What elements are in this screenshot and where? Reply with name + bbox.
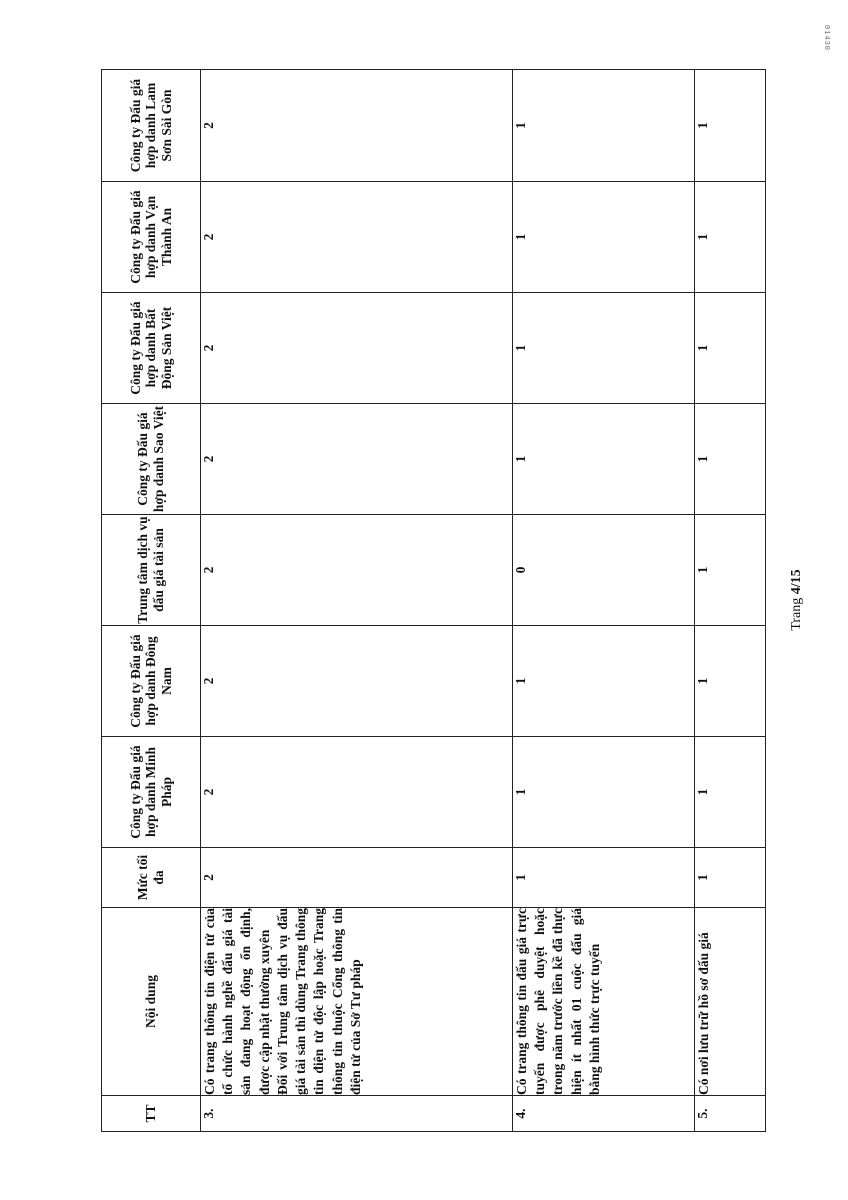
score-cell: 0 [513, 515, 695, 626]
page-count: 4/15 [789, 569, 804, 595]
header-tt: TT [102, 1096, 201, 1132]
score-cell: 1 [513, 737, 695, 848]
page-prefix: Trang [789, 594, 804, 631]
score-cell: 1 [513, 293, 695, 404]
score-cell: 1 [695, 404, 766, 515]
header-company-sao-viet: Công ty Đấu giá hợp danh Sao Việt [102, 404, 201, 515]
score-cell: 2 [201, 515, 513, 626]
score-cell: 2 [201, 737, 513, 848]
table-row [695, 70, 766, 1132]
row-content [201, 908, 513, 1096]
header-content: Nội dung [102, 908, 201, 1096]
header-company-van-thanh-an: Công ty Đấu giá hợp danh Vạn Thành An [102, 182, 201, 293]
score-cell: 1 [695, 70, 766, 182]
score-cell: 1 [513, 70, 695, 182]
score-cell: 2 [201, 293, 513, 404]
score-cell: 2 [201, 70, 513, 182]
row-max: 1 [695, 848, 766, 908]
row-tt: 4. [513, 1096, 695, 1132]
score-cell: 2 [201, 182, 513, 293]
row-tt: 5. [695, 1096, 766, 1132]
header-trung-tam: Trung tâm dịch vụ đấu giá tài sản [102, 515, 201, 626]
score-cell: 1 [695, 626, 766, 737]
score-cell: 1 [695, 293, 766, 404]
row-content-text: Có trang thông tin điện tử của tổ chức hành nghề đấu giá tài sản đang hoạt động ổn định, được cập nhật thường xuyên [202, 908, 272, 1095]
row-content [695, 908, 766, 1096]
evaluation-table [101, 69, 766, 1132]
table-row [513, 70, 695, 1132]
table-header-row [102, 70, 201, 1132]
header-company-dong-nam: Công ty Đấu giá hợp danh Đông Nam [102, 626, 201, 737]
row-content-note: Đối với Trung tâm dịch vụ đấu giá tài sản thì dùng Trang thông tin điện tử độc lập hoặc Trang thông tin thuộc Cổng thông tin điện tử của Sở Tư pháp [274, 908, 363, 1095]
score-cell: 2 [201, 404, 513, 515]
header-company-minh-phap: Công ty Đấu giá hợp danh Minh Pháp [102, 737, 201, 848]
score-cell: 1 [513, 404, 695, 515]
row-content [513, 908, 695, 1096]
row-max: 2 [201, 848, 513, 908]
row-max: 1 [513, 848, 695, 908]
header-max: Mức tối đa [102, 848, 201, 908]
scan-stamp: 01430 [822, 25, 830, 52]
score-cell: 1 [695, 182, 766, 293]
table-row [201, 70, 513, 1132]
score-cell: 1 [513, 182, 695, 293]
row-content-text: Có trang thông tin đấu giá trực tuyến được phê duyệt hoặc trong năm trước liền kề đã thực hiện ít nhất 01 cuộc đấu giá bằng hình thức trực tuyến [514, 908, 602, 1095]
row-tt: 3. [201, 1096, 513, 1132]
score-cell: 1 [695, 515, 766, 626]
score-cell: 1 [513, 626, 695, 737]
row-content-text: Có nơi lưu trữ hồ sơ đấu giá [696, 932, 711, 1095]
score-cell: 1 [695, 737, 766, 848]
score-cell: 2 [201, 626, 513, 737]
page-number [789, 540, 805, 660]
header-company-lam-son-sai-gon: Công ty Đấu giá hợp danh Lam Sơn Sài Gòn [102, 70, 201, 182]
header-company-bat-dong-san-viet: Công ty Đấu giá hợp danh Bất Động Sản Việt [102, 293, 201, 404]
